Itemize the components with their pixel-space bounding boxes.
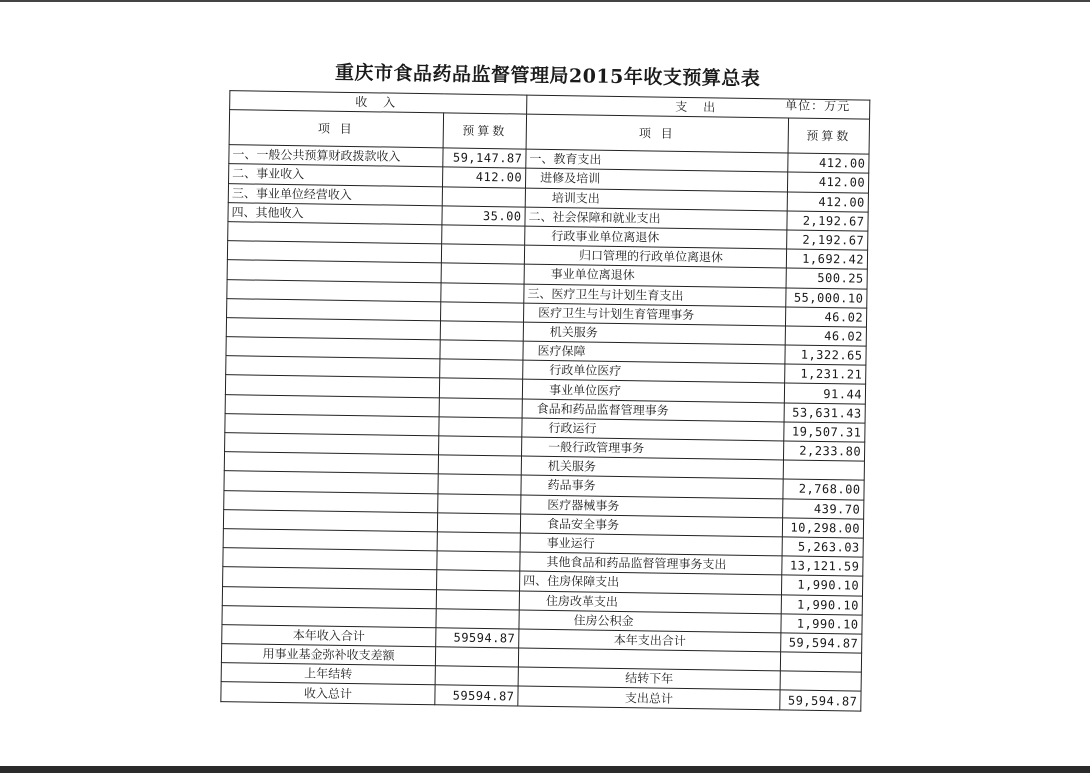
expense-item-cell: 药品事务 [521, 475, 783, 498]
income-budget-cell [440, 359, 523, 379]
income-budget-cell [439, 417, 522, 437]
summary-expense-value: 59,594.87 [781, 633, 862, 653]
income-item-cell: 三、事业单位经营收入 [228, 183, 442, 205]
expense-budget-cell: 53,631.43 [784, 403, 865, 423]
summary-expense-label: 本年支出合计 [519, 629, 781, 652]
expense-budget-cell: 2,768.00 [783, 479, 864, 499]
summary-income-value: 59594.87 [435, 685, 518, 705]
income-item-cell: 一、一般公共预算财政拨款收入 [229, 145, 443, 167]
summary-income-label: 收入总计 [221, 682, 435, 704]
expense-item-cell: 行政运行 [522, 418, 784, 441]
expense-item-cell: 医疗卫生与计划生育管理事务 [524, 303, 786, 326]
summary-income-value [435, 647, 518, 667]
income-budget-cell [441, 263, 524, 283]
income-budget-cell [437, 532, 520, 552]
income-budget-cell [442, 225, 525, 245]
expense-budget-cell: 46.02 [785, 307, 866, 327]
summary-expense-label: 支出总计 [518, 686, 780, 709]
expense-item-cell: 二、社会保障和就业支出 [525, 207, 787, 230]
page-bottom-edge [0, 766, 1090, 773]
expense-item-cell: 食品和药品监督管理事务 [522, 399, 784, 422]
income-budget-cell [438, 493, 521, 513]
summary-income-value: 59594.87 [436, 628, 519, 648]
budget-table [220, 90, 870, 711]
income-budget-cell [441, 302, 524, 322]
expense-budget-cell: 10,298.00 [782, 518, 863, 538]
expense-item-cell: 四、住房保障支出 [520, 571, 782, 594]
expense-budget-cell [783, 460, 864, 480]
income-budget-cell [439, 397, 522, 417]
expense-budget-cell: 91.44 [784, 383, 865, 403]
expense-item-cell: 机关服务 [521, 456, 783, 479]
expense-budget-cell: 1,322.65 [785, 345, 866, 365]
expense-budget-cell: 439.70 [783, 498, 864, 518]
expense-budget-cell: 2,192.67 [787, 211, 868, 231]
expense-item-cell: 医疗器械事务 [521, 495, 783, 518]
expense-budget-cell: 19,507.31 [784, 422, 865, 442]
summary-income-label: 上年结转 [221, 663, 435, 685]
summary-expense-value [780, 671, 861, 691]
page-top-edge [0, 0, 1090, 2]
income-budget-cell [438, 474, 521, 494]
expense-budget-cell: 13,121.59 [782, 556, 863, 576]
income-budget-cell: 35.00 [442, 206, 525, 226]
expense-item-header: 项 目 [526, 114, 788, 153]
income-budget-cell [439, 378, 522, 398]
expense-budget-cell: 1,990.10 [781, 614, 862, 634]
expense-header: 支 出 [527, 95, 870, 119]
expense-budget-cell: 46.02 [785, 326, 866, 346]
expense-item-cell: 一、教育支出 [526, 149, 788, 172]
expense-item-cell: 食品安全事务 [520, 514, 782, 537]
summary-expense-value [780, 652, 861, 672]
income-budget-cell [437, 570, 520, 590]
income-budget-cell [436, 608, 519, 628]
expense-item-cell: 事业单位医疗 [522, 379, 784, 402]
income-budget-cell [437, 513, 520, 533]
expense-budget-cell: 55,000.10 [786, 287, 867, 307]
income-budget-cell: 412.00 [443, 167, 526, 187]
expense-budget-cell: 412.00 [788, 153, 869, 173]
income-budget-header: 预算数 [443, 113, 527, 149]
expense-budget-header: 预算数 [788, 118, 870, 154]
income-budget-cell [440, 321, 523, 341]
expense-budget-cell: 412.00 [787, 192, 868, 212]
expense-item-cell: 住房改革支出 [519, 591, 781, 614]
expense-item-cell: 医疗保障 [523, 341, 785, 364]
scanned-sheet [208, 50, 878, 750]
expense-item-cell: 行政单位医疗 [523, 360, 785, 383]
expense-item-cell: 归口管理的行政单位离退休 [524, 245, 786, 268]
income-budget-cell: 59,147.87 [443, 148, 526, 168]
expense-item-cell: 行政事业单位离退休 [525, 226, 787, 249]
expense-budget-cell: 2,233.80 [783, 441, 864, 461]
summary-income-value [435, 666, 518, 686]
income-item-cell: 四、其他收入 [228, 202, 442, 224]
income-budget-cell [440, 340, 523, 360]
expense-budget-cell: 1,231.21 [785, 364, 866, 384]
expense-item-cell: 一般行政管理事务 [522, 437, 784, 460]
summary-expense-label: 结转下年 [518, 667, 780, 690]
income-header: 收 入 [230, 91, 527, 115]
expense-item-cell: 住房公积金 [519, 610, 781, 633]
expense-item-cell: 事业单位离退休 [524, 264, 786, 287]
expense-budget-cell: 1,990.10 [781, 594, 862, 614]
expense-item-cell: 三、医疗卫生与计划生育支出 [524, 284, 786, 307]
income-item-header: 项 目 [229, 110, 443, 148]
income-budget-cell [437, 551, 520, 571]
page-title: 重庆市食品药品监督管理局2015年收支预算总表 [334, 61, 761, 91]
summary-income-label: 本年收入合计 [222, 624, 436, 646]
income-budget-cell [442, 186, 525, 206]
expense-budget-cell: 5,263.03 [782, 537, 863, 557]
expense-budget-cell: 1,692.42 [786, 249, 867, 269]
expense-item-cell: 进修及培训 [526, 168, 788, 191]
summary-income-label: 用事业基金弥补收支差额 [221, 644, 435, 666]
income-budget-cell [439, 436, 522, 456]
expense-item-cell: 其他食品和药品监督管理事务支出 [520, 552, 782, 575]
summary-expense-value: 59,594.87 [780, 690, 861, 710]
income-item-cell: 二、事业收入 [229, 164, 443, 186]
expense-budget-cell: 2,192.67 [787, 230, 868, 250]
expense-budget-cell: 500.25 [786, 268, 867, 288]
expense-item-cell: 事业运行 [520, 533, 782, 556]
income-budget-cell [441, 244, 524, 264]
income-budget-cell [436, 589, 519, 609]
income-budget-cell [441, 282, 524, 302]
income-budget-cell [438, 455, 521, 475]
unit-label: 单位：万元 [785, 98, 851, 114]
expense-budget-cell: 1,990.10 [782, 575, 863, 595]
expense-item-cell: 培训支出 [525, 188, 787, 211]
expense-budget-cell: 412.00 [787, 172, 868, 192]
expense-item-cell: 机关服务 [523, 322, 785, 345]
